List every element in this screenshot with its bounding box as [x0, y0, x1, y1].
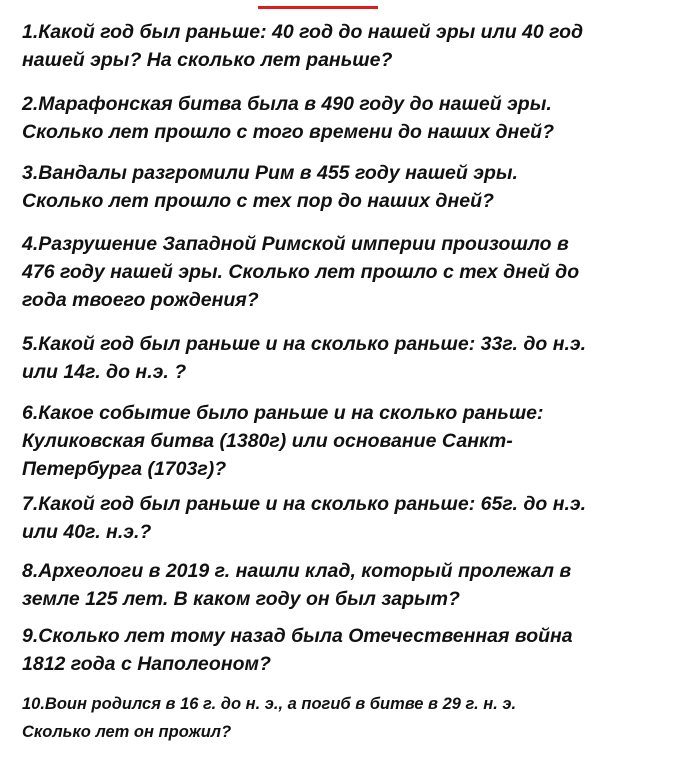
task-9-line-1: 9.Сколько лет тому назад была Отечественная война — [22, 625, 573, 647]
task-8-line-2: земле 125 лет. В каком году он был зарыт? — [22, 588, 460, 610]
task-3-line-1: 3.Вандалы разгромили Рим в 455 году нашей эры. — [22, 162, 518, 184]
task-2 — [22, 90, 672, 146]
task-8-line-1: 8.Археологи в 2019 г. нашли клад, который пролежал в — [22, 560, 572, 582]
task-1-line-2: нашей эры? На сколько лет раньше? — [22, 49, 393, 71]
task-7-line-2: или 40г. н.э.? — [22, 521, 152, 543]
task-10-line-1: 10.Воин родился в 16 г. до н. э., а погиб в битве в 29 г. н. э. — [22, 695, 517, 713]
task-10-line-2: Сколько лет он прожил? — [22, 723, 232, 741]
task-3 — [22, 159, 672, 215]
cropped-red-title — [258, 0, 378, 9]
task-2-line-1: 2.Марафонская битва была в 490 году до нашей эры. — [22, 93, 552, 115]
task-8 — [22, 557, 672, 613]
task-1-line-1: 1.Какой год был раньше: 40 год до нашей эры или 40 год — [22, 21, 584, 43]
task-5-line-2: или 14г. до н.э. ? — [22, 361, 187, 383]
task-10 — [22, 690, 672, 746]
task-4-line-2: 476 году нашей эры. Сколько лет прошло с тех дней до — [22, 261, 580, 283]
task-5 — [22, 330, 672, 386]
task-7-line-1: 7.Какой год был раньше и на сколько раньше: 65г. до н.э. — [22, 493, 587, 515]
task-6-line-3: Петербурга (1703г)? — [22, 458, 227, 480]
task-4 — [22, 230, 672, 314]
task-3-line-2: Сколько лет прошло с тех пор до наших дней? — [22, 190, 494, 212]
task-4-line-1: 4.Разрушение Западной Римской империи произошло в — [22, 233, 569, 255]
task-6-line-2: Куликовская битва (1380г) или основание Санкт- — [22, 430, 513, 452]
task-4-line-3: года твоего рождения? — [22, 289, 259, 311]
task-7 — [22, 490, 672, 546]
task-5-line-1: 5.Какой год был раньше и на сколько раньше: 33г. до н.э. — [22, 333, 587, 355]
task-9 — [22, 622, 672, 678]
task-2-line-2: Сколько лет прошло с того времени до наших дней? — [22, 121, 554, 143]
top-title-strip — [0, 0, 682, 10]
task-1 — [22, 18, 672, 74]
task-9-line-2: 1812 года с Наполеоном? — [22, 653, 271, 675]
task-6-line-1: 6.Какое событие было раньше и на сколько раньше: — [22, 402, 544, 424]
task-6 — [22, 399, 672, 483]
